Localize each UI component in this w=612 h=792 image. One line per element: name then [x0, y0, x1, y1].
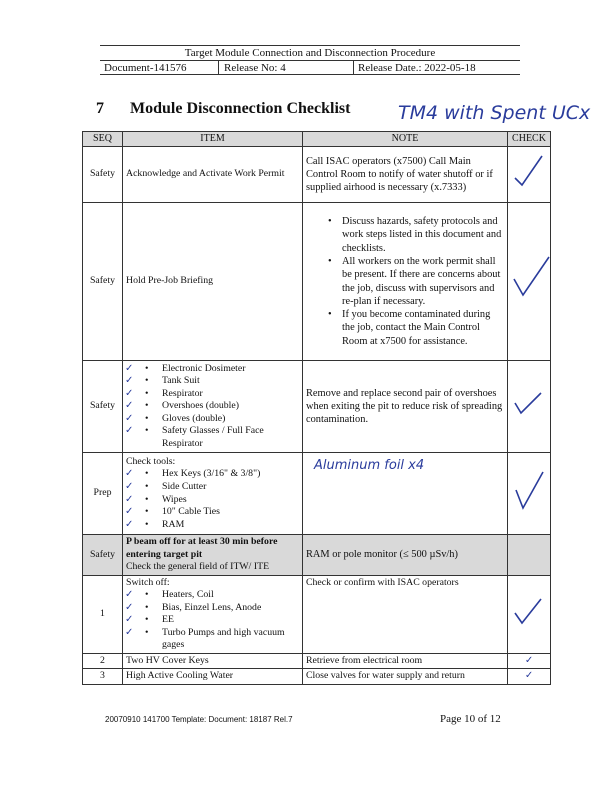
seq-cell: Safety: [83, 361, 123, 453]
item-cell: [123, 453, 303, 535]
checkmark-icon: [511, 152, 545, 192]
seq-cell: 1: [83, 575, 123, 653]
checkmark-icon: • ✓: [125, 468, 134, 480]
note-cell: Check or confirm with ISAC operators: [303, 575, 508, 653]
check-cell[interactable]: [508, 575, 551, 653]
header-divider: [218, 61, 219, 74]
seq-cell: 2: [83, 653, 123, 669]
handwritten-note: Aluminum foil x4: [314, 458, 425, 473]
checkmark-icon: [511, 249, 551, 309]
document-title: Target Module Connection and Disconnection Procedure: [184, 47, 436, 59]
checkmark-icon: • ✓: [125, 493, 134, 505]
seq-cell: Prep: [83, 453, 123, 535]
item-extra-text: Check the general field of ITW/ ITE: [126, 561, 270, 573]
checkmark-icon: • ✓: [125, 518, 134, 530]
seq-cell: Safety: [83, 203, 123, 361]
checkmark-icon: • ✓: [125, 362, 134, 374]
checkmark-icon: • ✓: [125, 480, 134, 492]
table-row: [83, 361, 551, 453]
list-item: • If you become contaminated during the job, contact the Main Control Room at x7500 for assistance.: [306, 308, 504, 348]
list-item: • ✓ Respirator: [126, 388, 299, 401]
checkmark-icon: [511, 595, 545, 629]
list-item: • ✓ Overshoes (double): [126, 400, 299, 413]
item-intro: Switch off:: [126, 576, 170, 588]
item-cell: [123, 361, 303, 453]
list-item: • ✓ Gloves (double): [126, 413, 299, 426]
list-item: • ✓ Side Cutter: [126, 481, 299, 494]
check-cell[interactable]: [508, 361, 551, 453]
item-cell: Acknowledge and Activate Work Permit: [123, 147, 303, 203]
section-title: Module Disconnection Checklist: [130, 100, 351, 117]
table-row: [83, 203, 551, 361]
list-item: • ✓ Heaters, Coil: [126, 589, 299, 602]
item-cell: Two HV Cover Keys: [123, 653, 303, 669]
table-row: [83, 653, 551, 669]
check-cell[interactable]: [508, 203, 551, 361]
header-top-rule: [100, 45, 520, 46]
item-cell: Hold Pre-Job Briefing: [123, 203, 303, 361]
checkmark-icon: ✓: [524, 670, 534, 682]
checkmark-icon: • ✓: [125, 626, 134, 638]
check-cell[interactable]: [508, 535, 551, 576]
item-bold-text: P beam off for at least 30 min before entering target pit: [126, 536, 278, 560]
check-cell[interactable]: [508, 147, 551, 203]
checkmark-icon: ✓: [524, 654, 534, 666]
seq-cell: Safety: [83, 147, 123, 203]
header-mid-rule: [100, 60, 520, 61]
table-row: [83, 575, 551, 653]
checkmark-icon: • ✓: [125, 412, 134, 424]
col-header-item: ITEM: [123, 132, 303, 147]
checkmark-icon: [511, 389, 545, 419]
col-header-note: NOTE: [303, 132, 508, 147]
seq-cell: 3: [83, 669, 123, 685]
release-number: Release No: 4: [224, 62, 286, 74]
note-cell: Remove and replace second pair of overshoes when exiting the pit to reduce risk of spreading contamination.: [303, 361, 508, 453]
list-item: • ✓ 10" Cable Ties: [126, 506, 299, 519]
list-item: • ✓ Hex Keys (3/16" & 3/8"): [126, 468, 299, 481]
list-item: • ✓ Wipes: [126, 494, 299, 507]
list-item: • ✓ Electronic Dosimeter: [126, 363, 299, 376]
item-cell: [123, 535, 303, 576]
checkmark-icon: • ✓: [125, 589, 134, 601]
disconnection-checklist-table: [82, 131, 551, 685]
table-header-row: [83, 132, 551, 147]
col-header-check: CHECK: [508, 132, 551, 147]
table-row: [83, 669, 551, 685]
checkmark-icon: • ✓: [125, 375, 134, 387]
list-item: • ✓ RAM: [126, 519, 299, 532]
check-cell[interactable]: [508, 653, 551, 669]
item-intro: Check tools:: [126, 455, 176, 467]
note-cell: RAM or pole monitor (≤ 500 µSv/h): [303, 535, 508, 576]
list-item: • All workers on the work permit shall be present. If there are concerns about the job, discuss with supervisors and re-plan if necessary.: [306, 255, 504, 308]
note-cell: [303, 203, 508, 361]
release-date: Release Date.: 2022-05-18: [358, 62, 476, 74]
checkmark-icon: • ✓: [125, 506, 134, 518]
header-bottom-rule: [100, 74, 520, 75]
note-cell: Retrieve from electrical room: [303, 653, 508, 669]
checkmark-icon: [511, 466, 547, 516]
list-item: • Discuss hazards, safety protocols and work steps listed in this document and checklists.: [306, 215, 504, 255]
page-number: Page 10 of 12: [440, 713, 501, 725]
document-number: Document-141576: [104, 62, 187, 74]
footer-template: 20070910 141700 Template: Document: 18187 Rel.7: [105, 715, 293, 724]
item-cell: [123, 575, 303, 653]
check-cell[interactable]: [508, 669, 551, 685]
checkmark-icon: • ✓: [125, 400, 134, 412]
seq-cell: Safety: [83, 535, 123, 576]
checkmark-icon: • ✓: [125, 387, 134, 399]
check-cell[interactable]: [508, 453, 551, 535]
list-item: • ✓ Safety Glasses / Full Face Respirator: [126, 425, 299, 450]
note-cell: Close valves for water supply and return: [303, 669, 508, 685]
table-row: [83, 535, 551, 576]
checkmark-icon: • ✓: [125, 425, 134, 437]
header-divider: [353, 61, 354, 74]
note-cell: [303, 453, 508, 535]
table-row: [83, 453, 551, 535]
list-item: • ✓ EE: [126, 614, 299, 627]
list-item: • ✓ Bias, Einzel Lens, Anode: [126, 602, 299, 615]
section-number: 7: [96, 100, 104, 117]
handwritten-annotation: TM4 with Spent UCx: [398, 102, 591, 124]
item-cell: High Active Cooling Water: [123, 669, 303, 685]
list-item: • ✓ Tank Suit: [126, 375, 299, 388]
table-row: [83, 147, 551, 203]
list-item: • ✓ Turbo Pumps and high vacuum gages: [126, 627, 299, 652]
checkmark-icon: • ✓: [125, 614, 134, 626]
col-header-seq: SEQ: [83, 132, 123, 147]
note-cell: Call ISAC operators (x7500) Call Main Control Room to notify of water shutoff or if supplied airhood is necessary (x.7333): [303, 147, 508, 203]
checkmark-icon: • ✓: [125, 601, 134, 613]
